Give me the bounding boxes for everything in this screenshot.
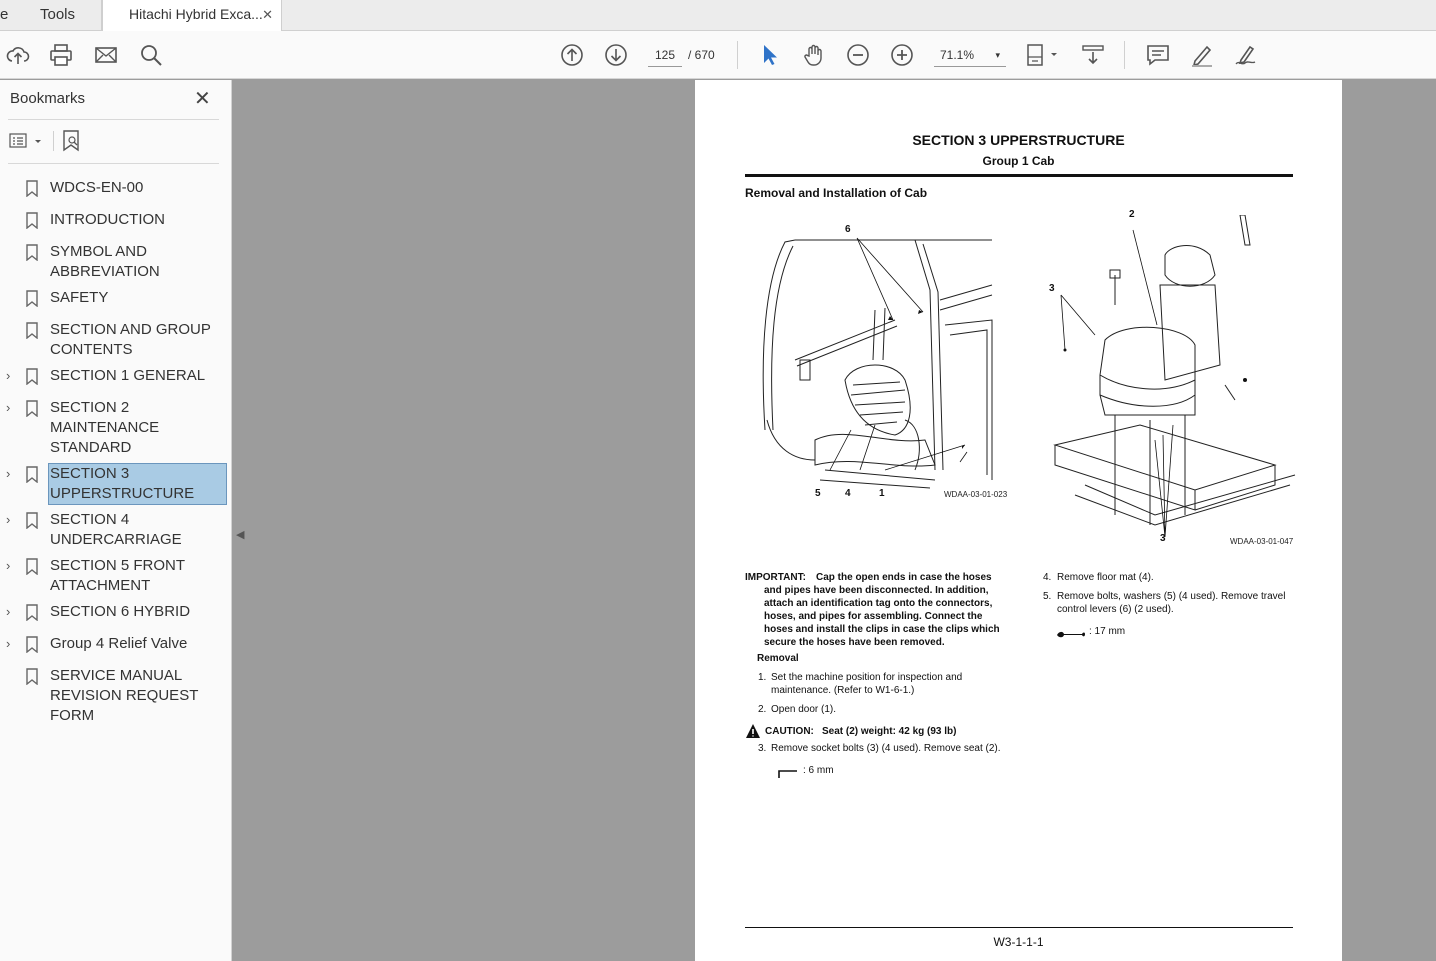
- bookmark-icon: [26, 466, 38, 483]
- chevron-right-icon[interactable]: ›: [6, 368, 11, 383]
- sign-icon[interactable]: [1233, 42, 1259, 68]
- step-number: 2.: [758, 704, 767, 715]
- important-label: IMPORTANT:: [745, 572, 806, 583]
- zoom-out-icon[interactable]: [845, 42, 871, 68]
- chevron-right-icon[interactable]: ›: [6, 466, 11, 481]
- chevron-down-icon: ▾: [995, 50, 1000, 60]
- bookmark-icon: [26, 400, 38, 417]
- figure-seat: [1045, 209, 1300, 550]
- bookmark-label: Group 4 Relief Valve: [50, 635, 188, 652]
- bookmark-icon: [26, 212, 38, 229]
- page-total: / 670: [688, 48, 715, 62]
- bookmarks-panel: [0, 80, 232, 961]
- page-number-input[interactable]: 125: [648, 43, 682, 67]
- bookmark-label: SECTION 3 UPPERSTRUCTURE: [49, 464, 226, 504]
- step-text: Remove socket bolts (3) (4 used). Remove seat (2).: [771, 743, 1001, 754]
- step-number: 5.: [1043, 591, 1052, 602]
- figure-id: WDAA-03-01-047: [1230, 537, 1294, 546]
- important-line: Cap the open ends in case the hoses: [816, 572, 992, 583]
- bookmark-label: SECTION AND GROUP CONTENTS: [50, 321, 211, 358]
- tool-size: : 6 mm: [803, 765, 834, 776]
- callout-number: 1: [879, 488, 885, 499]
- bookmark-label: INTRODUCTION: [50, 211, 165, 228]
- warning-icon: [745, 723, 761, 739]
- footer-rule: [745, 927, 1293, 928]
- chevron-right-icon[interactable]: ›: [6, 512, 11, 527]
- step-number: 4.: [1043, 572, 1052, 583]
- scroll-mode-icon[interactable]: [1080, 42, 1106, 68]
- step-text: Open door (1).: [771, 704, 837, 715]
- bookmark-icon: [26, 558, 38, 575]
- bookmark-label: SECTION 4 UNDERCARRIAGE: [50, 511, 182, 548]
- bookmark-label: SECTION 5 FRONT ATTACHMENT: [50, 557, 185, 594]
- bookmark-icon: [26, 322, 38, 339]
- previous-page-icon[interactable]: [559, 42, 585, 68]
- bookmark-icon: [26, 636, 38, 653]
- step-number: 1.: [758, 672, 767, 683]
- tab-bar: [0, 0, 1436, 31]
- email-icon[interactable]: [93, 42, 119, 68]
- zoom-value: 71.1%: [940, 48, 975, 62]
- tab-tools[interactable]: [14, 0, 102, 31]
- callout-number: 2: [1129, 209, 1135, 220]
- zoom-select[interactable]: [934, 43, 1006, 67]
- step-text: control levers (6) (2 used).: [1057, 604, 1174, 615]
- toolbar: [0, 31, 1436, 79]
- callout-number: 5: [815, 488, 821, 499]
- zoom-in-icon[interactable]: [889, 42, 915, 68]
- bookmark-search-icon[interactable]: [64, 131, 78, 150]
- bookmark-icon: [26, 512, 38, 529]
- procedure-title: Removal and Installation of Cab: [745, 186, 928, 200]
- tab-document-label: Hitachi Hybrid Exca...: [129, 6, 263, 22]
- chevron-right-icon[interactable]: ›: [6, 400, 11, 415]
- bookmark-icon: [26, 668, 38, 685]
- chevron-right-icon[interactable]: ›: [6, 604, 11, 619]
- bookmark-label: SERVICE MANUAL REVISION REQUEST FORM: [50, 667, 199, 724]
- bookmark-icon: [26, 368, 38, 385]
- collapse-panel-icon[interactable]: ◀: [236, 529, 245, 541]
- step-text: maintenance. (Refer to W1-6-1.): [771, 685, 915, 696]
- important-line: attach an identification tag onto the connectors,: [764, 598, 993, 609]
- tool-size: : 17 mm: [1089, 626, 1126, 637]
- page-number: W3-1-1-1: [993, 935, 1044, 949]
- important-line: hoses, and pipes for assembling. Connect the: [764, 611, 983, 622]
- step-number: 3.: [758, 743, 767, 754]
- tab-home[interactable]: [0, 0, 14, 31]
- comment-icon[interactable]: [1145, 42, 1171, 68]
- pdf-page: [695, 80, 1342, 961]
- bookmark-label: SECTION 2 MAINTENANCE STANDARD: [50, 399, 160, 456]
- callout-number: 3: [1160, 533, 1166, 544]
- bookmark-icon: [26, 290, 38, 307]
- caution-text: Seat (2) weight: 42 kg (93 lb): [822, 726, 957, 737]
- step-text: Remove floor mat (4).: [1057, 572, 1154, 583]
- bookmark-icon: [26, 244, 38, 261]
- callout-number: 4: [845, 488, 851, 499]
- step-text: Remove bolts, washers (5) (4 used). Remove travel: [1057, 591, 1286, 602]
- bookmark-icon: [26, 180, 38, 197]
- hex-wrench-icon: [777, 766, 799, 776]
- bookmark-label: SYMBOL AND ABBREVIATION: [50, 243, 160, 280]
- chevron-right-icon[interactable]: ›: [6, 558, 11, 573]
- fit-page-icon[interactable]: [1025, 42, 1061, 68]
- group-title: Group 1 Cab: [982, 154, 1055, 168]
- panel-title: Bookmarks: [10, 90, 86, 107]
- bookmark-label: SECTION 1 GENERAL: [50, 367, 206, 384]
- bookmark-label: SECTION 6 HYBRID: [50, 603, 191, 620]
- callout-number: 3: [1049, 283, 1055, 294]
- search-icon[interactable]: [138, 42, 164, 68]
- caution-label: CAUTION:: [765, 726, 814, 737]
- removal-heading: Removal: [757, 653, 799, 664]
- chevron-right-icon[interactable]: ›: [6, 636, 11, 651]
- toolbar-divider: [737, 41, 738, 69]
- divider: [8, 119, 219, 120]
- callout-number: 6: [845, 224, 851, 235]
- hand-tool-icon[interactable]: [801, 42, 827, 68]
- important-line: and pipes have been disconnected. In addition,: [764, 585, 989, 596]
- select-tool-icon[interactable]: [757, 42, 783, 68]
- figure-id: WDAA-03-01-023: [944, 490, 1008, 499]
- wrench-icon: [1056, 626, 1086, 636]
- step-text: Set the machine position for inspection and: [771, 672, 963, 683]
- section-title: SECTION 3 UPPERSTRUCTURE: [912, 132, 1125, 148]
- tab-tools-label: Tools: [39, 6, 76, 23]
- important-line: secure the hoses have been removed.: [764, 637, 945, 648]
- bookmark-tools: [8, 128, 98, 154]
- print-icon[interactable]: [48, 42, 74, 68]
- header-rule: [745, 174, 1293, 177]
- tab-document[interactable]: [102, 0, 282, 32]
- close-tab-icon[interactable]: ✕: [262, 7, 273, 22]
- bookmark-label: WDCS-EN-00: [50, 179, 144, 196]
- tab-home-label: e: [0, 6, 9, 23]
- next-page-icon[interactable]: [603, 42, 629, 68]
- bookmark-icon: [26, 604, 38, 621]
- divider: [8, 163, 219, 164]
- figure-cab-interior: [755, 224, 1015, 505]
- bookmark-label: SAFETY: [50, 289, 109, 306]
- important-line: hoses and install the clips in case the clips which: [764, 624, 1000, 635]
- options-list-icon[interactable]: [10, 134, 41, 147]
- upload-cloud-icon[interactable]: [5, 42, 31, 68]
- highlight-pen-icon[interactable]: [1189, 42, 1215, 68]
- close-panel-icon[interactable]: ✕: [194, 88, 211, 110]
- toolbar-divider: [1124, 41, 1125, 69]
